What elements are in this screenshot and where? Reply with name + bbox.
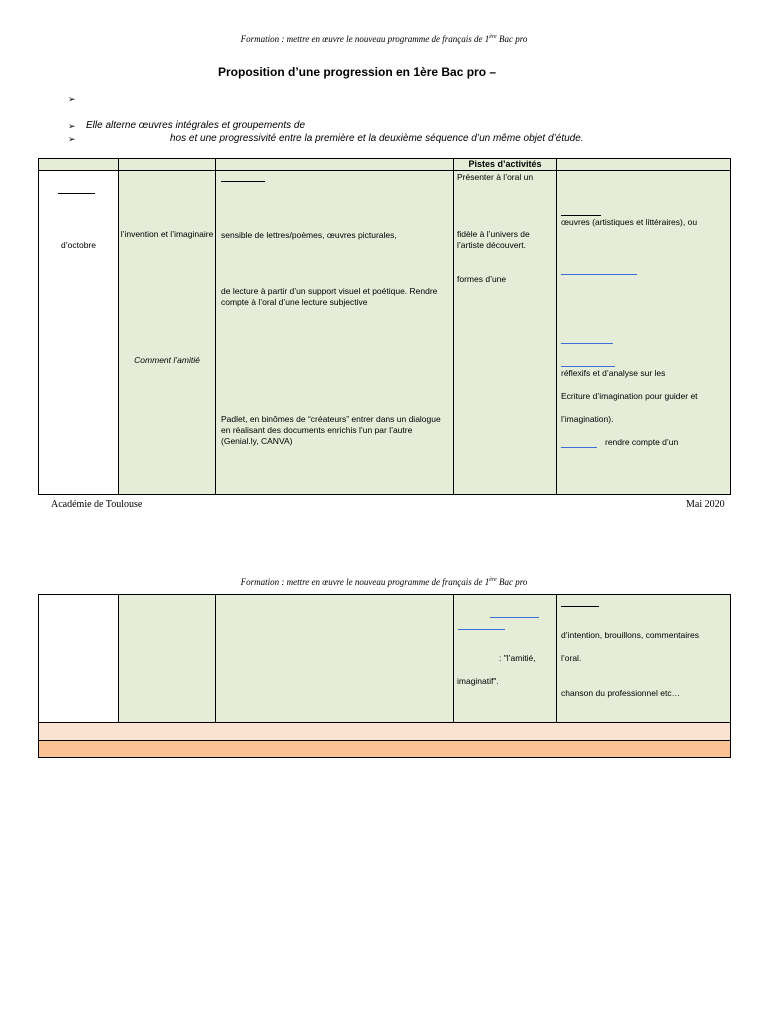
activity-text-2: imaginatif". (457, 676, 499, 686)
underline-mark (561, 606, 599, 607)
page-header: Formation : mettre en œuvre le nouveau programme de français de 1ère Bac pro (240, 34, 528, 44)
activity-text-1: Présenter à l’oral un (457, 172, 534, 182)
activity-text-1: : "l’amitié, (499, 653, 536, 663)
question-text: Comment l’amitié (134, 355, 200, 365)
eval-text-1: d’intention, brouillons, commentaires (561, 630, 699, 640)
link-underline[interactable] (561, 274, 637, 275)
eval-text-2: l’oral. (561, 653, 582, 663)
eval-text-3: chanson du professionnel etc… (561, 688, 681, 698)
period-text: d’octobre (61, 240, 96, 250)
footer-date: Mai 2020 (686, 499, 725, 510)
link-underline[interactable] (561, 447, 597, 448)
cell-theme (118, 170, 216, 495)
underline-mark (58, 193, 95, 194)
underline-mark (221, 181, 265, 182)
table-row-peach-dark (38, 740, 731, 758)
cell-content (215, 594, 454, 723)
bullet-arrow-icon: ➢ (68, 121, 76, 131)
content-paragraph-3: Padlet, en binômes de “créateurs” entrer dans un dialogue en réalisant des documents enrichis l’un par l’autre (Genial.ly, CANVA) (221, 414, 441, 446)
cell-period (38, 170, 119, 495)
activity-text-2: fidèle à l’univers de l’artiste découvert. (457, 229, 530, 250)
document-title: Proposition d’une progression en 1ère Bac pro – (218, 65, 497, 79)
eval-text-1: œuvres (artistiques et littéraires), ou (561, 217, 698, 227)
cell-evaluation (556, 594, 731, 723)
theme-text: l’invention et l’imaginaire (120, 229, 214, 239)
cell-content (215, 170, 454, 495)
cell-activities (453, 170, 557, 495)
link-underline[interactable] (458, 629, 505, 630)
eval-text-3: Ecriture d’imagination pour guider et (561, 391, 698, 401)
content-paragraph-2: de lecture à partir d’un support visuel et poétique. Rendre compte à l’oral d’une lecture subjective (221, 286, 438, 307)
eval-text-5: rendre compte d’un (605, 437, 679, 447)
eval-text-4: l’imagination). (561, 414, 614, 424)
bullet-text: Elle alterne œuvres intégrales et groupements de (86, 120, 306, 131)
link-underline[interactable] (490, 617, 539, 618)
cell-activities (453, 594, 557, 723)
page-header: Formation : mettre en œuvre le nouveau programme de français de 1ère Bac pro (240, 577, 528, 587)
underline-mark (561, 215, 601, 216)
link-underline[interactable] (561, 343, 613, 344)
bullet-text: hos et une progressivité entre la première et la deuxième séquence d’un même objet d’étude. (170, 133, 584, 144)
cell-period (38, 594, 119, 723)
bullet-arrow-icon: ➢ (68, 134, 76, 144)
eval-text-2: réflexifs et d’analyse sur les (561, 368, 666, 378)
footer-academy: Académie de Toulouse (51, 499, 143, 510)
cell-evaluation (556, 170, 731, 495)
link-underline[interactable] (561, 366, 615, 367)
activity-text-3: formes d’une (457, 274, 507, 284)
content-paragraph-1: sensible de lettres/poèmes, œuvres picturales, (221, 230, 397, 240)
table-row-peach-light (38, 722, 731, 741)
bullet-arrow-icon: ➢ (68, 94, 76, 104)
header-pistes: Pistes d’activités (468, 159, 542, 169)
cell-theme (118, 594, 216, 723)
